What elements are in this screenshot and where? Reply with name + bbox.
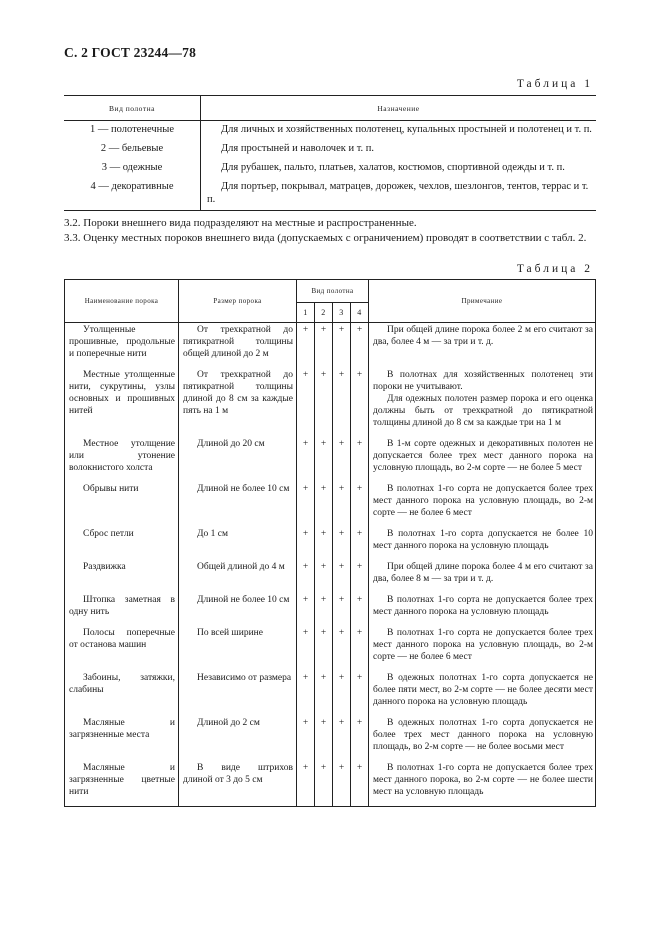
table2-row [65,593,596,626]
table2-defect-size: Длиной до 20 см [197,439,265,449]
table2-defect-size: От трехкратной до пятикратной толщины общей длиной до 2 м [183,325,293,359]
table2-defect-size: Длиной не более 10 см [197,595,290,605]
table2-defect-size-cell [179,560,297,593]
table2-mark-type-3: + [333,323,351,369]
table1-row [64,159,596,178]
table2-defect-name: Обрывы нити [83,484,139,494]
table2-row [65,527,596,560]
table2-note-cell [369,716,596,761]
table2-defect-name-cell [65,527,179,560]
table2-defect-name-cell [65,560,179,593]
table2-mark-type-4: + [351,368,369,437]
table2-mark-type-1: + [297,716,315,761]
table2-mark-type-4: + [351,560,369,593]
table2-defect-size-cell [179,527,297,560]
table2-defect-size-cell [179,323,297,369]
table2-defect-size: Длиной до 2 см [197,718,260,728]
table2-defect-name: Местное утолщение или утонение волокнистого холста [69,439,175,473]
table2-note-cell [369,671,596,716]
table2-mark-type-2: + [315,716,333,761]
table2-mark-type-4: + [351,437,369,482]
table2-mark-type-3: + [333,593,351,626]
table1-kind-cell: 1 — полотенечные [64,121,201,141]
table2-defect-name-cell [65,626,179,671]
table2-row [65,761,596,807]
table1-header-purpose: Назначение [201,96,597,121]
table2-defect-size: Длиной не более 10 см [197,484,290,494]
table2-mark-type-2: + [315,527,333,560]
paragraph-3-2: 3.2. Пороки внешнего вида подразделяют на местные и распространенные. [64,217,417,229]
table2-note-cell [369,368,596,437]
table2-header-type-2: 2 [315,303,333,323]
table2-defect-size-cell [179,593,297,626]
table2-mark-type-4: + [351,527,369,560]
paragraph-3-3: 3.3. Оценку местных пороков внешнего вида (допускаемых с ограничением) проводят в соответствии с табл. 2. [64,232,587,244]
table2-note: В 1-м сорте одежных и декоративных полотен не допускается более трех мест данного порока на условную площадь, во 2-м сорте — не более 5 мест [373,439,593,473]
table2-header-type-1: 1 [297,303,315,323]
table2-note-cell [369,761,596,807]
table2-defect-name-cell [65,437,179,482]
table2-mark-type-2: + [315,560,333,593]
table2-defect-name: Раздвижка [83,562,126,572]
table2-mark-type-2: + [315,437,333,482]
table1-purpose-cell: Для личных и хозяйственных полотенец, купальных простыней и полотенец и т. п. [221,124,592,135]
table2-caption: Таблица 2 [516,263,593,275]
table2-row [65,716,596,761]
table2-defect-name: Утолщенные прошивные, продольные и поперечные нити [69,325,175,359]
table2-defect-name-cell [65,323,179,369]
table2-note-cell [369,437,596,482]
table2-defect-name-cell [65,671,179,716]
table2-mark-type-2: + [315,671,333,716]
table2-defect-size-cell [179,716,297,761]
table1 [64,95,596,211]
table2-defect-size: В виде штрихов длиной от 3 до 5 см [183,763,293,785]
table2-note: В полотнах 1-го сорта не допускается более трех мест данного порока на условную площадь [373,595,593,617]
table2-defect-size: Общей длиной до 4 м [197,562,285,572]
table2-mark-type-3: + [333,716,351,761]
table2-defect-size: По всей ширине [197,628,263,638]
table2-header-types: Вид полотна [297,280,369,303]
table2-defect-size: До 1 см [197,529,228,539]
table2-defect-size-cell [179,482,297,527]
table2-mark-type-3: + [333,437,351,482]
table2-mark-type-4: + [351,716,369,761]
table2-defect-name: Местные утолщенные нити, сукрутины, узлы основных и прошивных нитей [69,370,175,416]
table2-defect-size-cell [179,671,297,716]
table2-mark-type-2: + [315,482,333,527]
table1-kind-cell: 4 — декоративные [64,178,201,211]
table2-header-size: Размер порока [179,280,297,323]
table2-defect-size: Независимо от размера [197,673,292,683]
table2-mark-type-3: + [333,761,351,807]
table2-mark-type-1: + [297,593,315,626]
table1-purpose-cell: Для рубашек, пальто, платьев, халатов, костюмов, спортивной одежды и т. п. [221,162,565,173]
table2-row [65,437,596,482]
table2-header-type-4: 4 [351,303,369,323]
table2-header-name: Наименование порока [65,280,179,323]
table2-note: В одежных полотнах 1-го сорта допускается не более пяти мест, во 2-м сорте — не более десяти мест данного порока на условную площадь [373,673,593,707]
table2-defect-name-cell [65,593,179,626]
table2-mark-type-4: + [351,671,369,716]
table1-row [64,140,596,159]
table2-mark-type-1: + [297,671,315,716]
table2-defect-size-cell [179,437,297,482]
table2-header-note: Примечание [369,280,596,323]
table2-defect-name-cell [65,482,179,527]
table2-note-cell [369,527,596,560]
table1-caption: Таблица 1 [516,78,593,90]
table2-mark-type-4: + [351,761,369,807]
table2-mark-type-4: + [351,626,369,671]
table2-note: При общей длине порока более 2 м его считают за два, более 4 м — за три и т. д. [373,325,593,347]
table1-header-kind: Вид полотна [64,96,201,121]
table2-defect-size: От трехкратной до пятикратной толщины длиной до 8 см за каждые пять на 1 м [183,370,293,416]
table2-mark-type-3: + [333,671,351,716]
table2-mark-type-1: + [297,323,315,369]
table2-row [65,323,596,369]
table2-mark-type-4: + [351,482,369,527]
table2-mark-type-1: + [297,437,315,482]
table2-mark-type-4: + [351,593,369,626]
table2-note: В полотнах 1-го сорта не допускается более трех мест данного порока, во 2-м сорте — не более шести мест на условную площадь [373,763,593,797]
table2-defect-name-cell [65,716,179,761]
table2-row [65,560,596,593]
table1-purpose-cell: Для простыней и наволочек и т. п. [221,143,375,154]
table2-mark-type-2: + [315,761,333,807]
table2-row [65,626,596,671]
table2-mark-type-1: + [297,482,315,527]
table2-mark-type-2: + [315,593,333,626]
table2-note: В полотнах 1-го сорта допускается не более 10 мест данного порока на условную площадь [373,529,593,551]
table2-defect-name: Масляные и загрязненные места [69,718,175,740]
table2-header-type-3: 3 [333,303,351,323]
table2-row [65,482,596,527]
table2-note: В полотнах 1-го сорта не допускается более трех мест данного порока на условную площадь, во 2-м сорте — не более 6 мест [373,628,593,662]
table2-note-cell [369,560,596,593]
table2-note: При общей длине порока более 4 м его считают за два, более 8 м — за три и т. д. [373,562,593,584]
table2-mark-type-3: + [333,560,351,593]
table2-defect-name-cell [65,368,179,437]
table2-mark-type-3: + [333,368,351,437]
table2-note-cell [369,482,596,527]
table2-note-cell [369,626,596,671]
table2-row [65,368,596,437]
table2-mark-type-3: + [333,482,351,527]
table2-defect-name-cell [65,761,179,807]
table2-mark-type-1: + [297,368,315,437]
table2-mark-type-1: + [297,626,315,671]
page-header: С. 2 ГОСТ 23244—78 [64,45,197,60]
table2-defect-name: Штопка заметная в одну нить [69,595,175,617]
table2-note-continuation: Для одежных полотен размер порока и его оценка должны быть от трехкратной до пятикратной толщины длиной до 8 см за каждые три на 1 м [373,394,593,428]
table2-mark-type-2: + [315,368,333,437]
table2-row [65,671,596,716]
table2-defect-name: Полосы поперечные от останова машин [69,628,175,650]
table2-defect-size-cell [179,761,297,807]
table2-defect-size-cell [179,626,297,671]
table2-mark-type-1: + [297,761,315,807]
table2-note: В полотнах для хозяйственных полотенец эти пороки не учитывают. [373,370,593,392]
table2-mark-type-3: + [333,527,351,560]
table2-note-cell [369,593,596,626]
table2-mark-type-4: + [351,323,369,369]
table1-kind-cell: 3 — одежные [64,159,201,178]
table2-mark-type-3: + [333,626,351,671]
table2-mark-type-1: + [297,527,315,560]
table2 [64,279,596,807]
table2-defect-name: Сброс петли [83,529,134,539]
table2-defect-name: Забоины, затяжки, слабины [69,673,175,695]
table1-kind-cell: 2 — бельевые [64,140,201,159]
table2-note-cell [369,323,596,369]
table2-defect-name: Масляные и загрязненные цветные нити [69,763,175,797]
table1-purpose-cell: Для портьер, покрывал, матрацев, дорожек, чехлов, шезлонгов, тентов, террас и т. п. [201,178,597,211]
table2-mark-type-2: + [315,626,333,671]
table1-row [64,178,596,211]
table2-mark-type-1: + [297,560,315,593]
table2-note: В одежных полотнах 1-го сорта допускается не более трех мест данного порока на условную площадь, во 2-м сорте — не более восьми мест [373,718,593,752]
table1-row [64,121,596,141]
table2-mark-type-2: + [315,323,333,369]
table2-note: В полотнах 1-го сорта не допускается более трех мест данного порока на условную площадь, во 2-м сорте — не более 6 мест [373,484,593,518]
table2-defect-size-cell [179,368,297,437]
